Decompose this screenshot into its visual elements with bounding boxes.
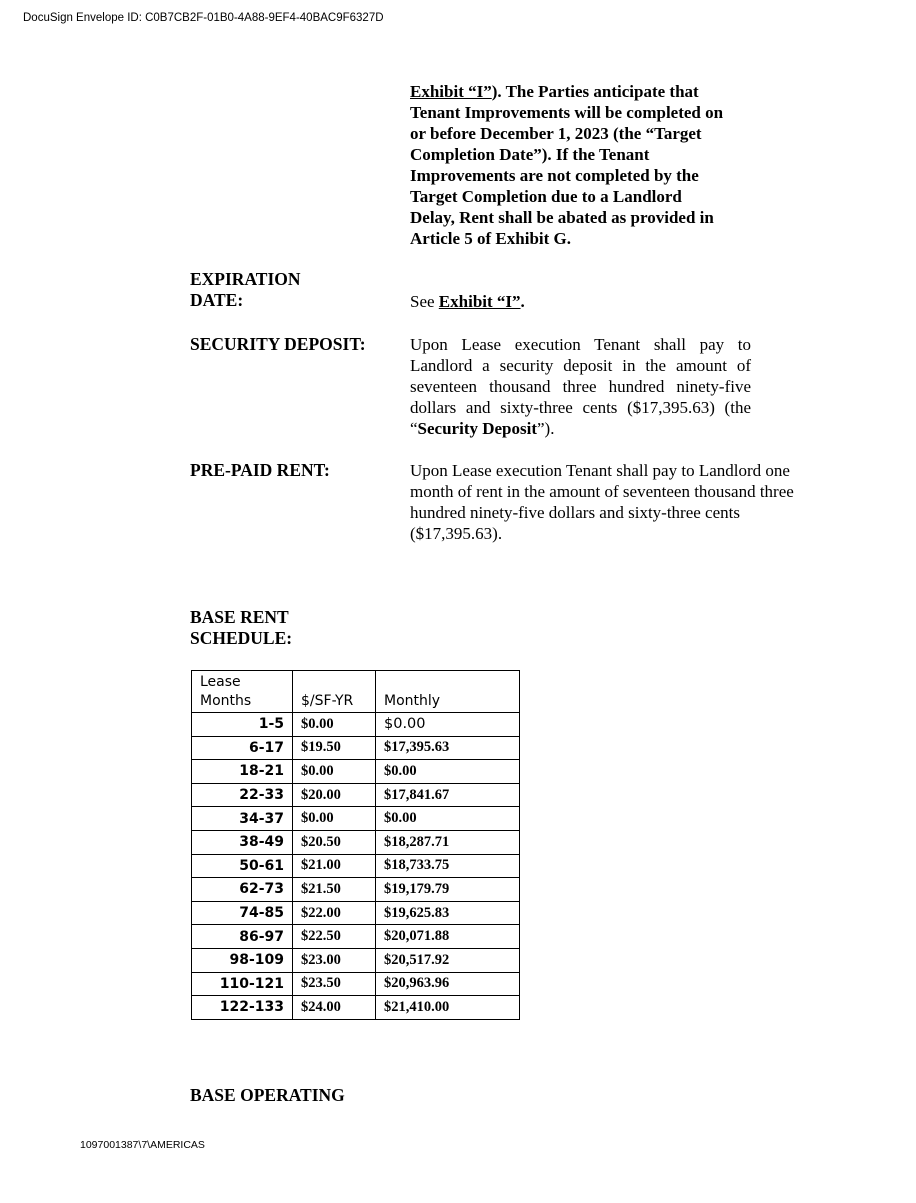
text-line: Delay, Rent shall be abated as provided in bbox=[410, 208, 714, 227]
table-header-row bbox=[192, 671, 520, 713]
rate-cell: $22.50 bbox=[293, 925, 376, 949]
label-line: DATE: bbox=[190, 290, 244, 310]
text-line: Improvements are not completed by the bbox=[410, 166, 699, 185]
text-line: Upon Lease execution Tenant shall pay to Landlord one bbox=[410, 461, 790, 480]
lease-months-cell: 74-85 bbox=[192, 901, 293, 925]
rate-cell: $0.00 bbox=[293, 760, 376, 784]
table-row bbox=[192, 807, 520, 831]
lease-months-cell: 62-73 bbox=[192, 878, 293, 902]
header-monthly: Monthly bbox=[376, 671, 520, 713]
rate-cell: $23.00 bbox=[293, 948, 376, 972]
expiration-date-value bbox=[410, 291, 525, 312]
text-line: ). The Parties anticipate that bbox=[491, 82, 699, 101]
expiration-date-label bbox=[190, 269, 301, 311]
text: . bbox=[520, 292, 525, 311]
lease-months-cell: 38-49 bbox=[192, 830, 293, 854]
exhibit-i-link: Exhibit “I” bbox=[438, 292, 521, 311]
pre-paid-rent-label: PRE-PAID RENT: bbox=[190, 460, 330, 480]
monthly-cell: $20,071.88 bbox=[376, 925, 520, 949]
lease-months-cell: 22-33 bbox=[192, 783, 293, 807]
text-line: Target Completion due to a Landlord bbox=[410, 187, 682, 206]
text: ”). bbox=[537, 419, 555, 438]
label-line: SCHEDULE: bbox=[190, 628, 293, 648]
monthly-cell: $18,287.71 bbox=[376, 830, 520, 854]
text-line: or before December 1, 2023 (the “Target bbox=[410, 124, 702, 143]
text: “ bbox=[410, 419, 418, 438]
monthly-cell: $17,395.63 bbox=[376, 736, 520, 760]
header-lease-months bbox=[192, 671, 293, 713]
rate-cell: $0.00 bbox=[293, 807, 376, 831]
table-row bbox=[192, 783, 520, 807]
base-operating-label: BASE OPERATING bbox=[190, 1085, 345, 1105]
document-footer-id: 1097001387\7\AMERICAS bbox=[80, 1139, 205, 1151]
table-row bbox=[192, 996, 520, 1020]
monthly-cell: $0.00 bbox=[376, 713, 520, 737]
base-rent-table bbox=[191, 670, 520, 1020]
rate-cell: $22.00 bbox=[293, 901, 376, 925]
lease-months-cell: 110-121 bbox=[192, 972, 293, 996]
monthly-cell: $19,179.79 bbox=[376, 878, 520, 902]
text: See bbox=[410, 292, 439, 311]
header-line: Months bbox=[200, 693, 252, 709]
rate-cell: $20.00 bbox=[293, 783, 376, 807]
rate-cell: $20.50 bbox=[293, 830, 376, 854]
tenant-improvements-text bbox=[410, 81, 723, 249]
monthly-cell: $20,517.92 bbox=[376, 948, 520, 972]
monthly-cell: $18,733.75 bbox=[376, 854, 520, 878]
lease-months-cell: 18-21 bbox=[192, 760, 293, 784]
rate-cell: $19.50 bbox=[293, 736, 376, 760]
defined-term: Security Deposit bbox=[417, 419, 538, 438]
exhibit-i-link: Exhibit “I” bbox=[410, 82, 492, 101]
table-row bbox=[192, 901, 520, 925]
label-line: BASE RENT bbox=[190, 607, 289, 627]
text-line: Upon Lease execution Tenant shall pay to bbox=[410, 335, 751, 354]
text-line: Tenant Improvements will be completed on bbox=[410, 103, 724, 122]
rate-cell: $24.00 bbox=[293, 996, 376, 1020]
table-row bbox=[192, 972, 520, 996]
text-line: dollars and sixty-three cents ($17,395.63) (the bbox=[410, 398, 751, 417]
base-rent-schedule-label bbox=[190, 607, 292, 649]
lease-months-cell: 50-61 bbox=[192, 854, 293, 878]
text-line: Completion Date”). If the Tenant bbox=[410, 145, 650, 164]
security-deposit-text bbox=[410, 334, 751, 439]
text-line: Article 5 of Exhibit G. bbox=[410, 229, 572, 248]
rate-cell: $0.00 bbox=[293, 713, 376, 737]
table-row bbox=[192, 948, 520, 972]
text-line: Landlord a security deposit in the amount of bbox=[410, 356, 751, 375]
table-row bbox=[192, 854, 520, 878]
text-line: month of rent in the amount of seventeen thousand three bbox=[410, 482, 794, 501]
docusign-envelope-id: DocuSign Envelope ID: C0B7CB2F-01B0-4A88-9EF4-40BAC9F6327D bbox=[23, 12, 384, 24]
lease-months-cell: 98-109 bbox=[192, 948, 293, 972]
lease-months-cell: 1-5 bbox=[192, 713, 293, 737]
table-row bbox=[192, 878, 520, 902]
pre-paid-rent-text bbox=[410, 460, 794, 544]
monthly-cell: $19,625.83 bbox=[376, 901, 520, 925]
monthly-cell: $21,410.00 bbox=[376, 996, 520, 1020]
monthly-cell: $0.00 bbox=[376, 760, 520, 784]
table-row bbox=[192, 925, 520, 949]
table-row bbox=[192, 830, 520, 854]
monthly-cell: $0.00 bbox=[376, 807, 520, 831]
monthly-cell: $17,841.67 bbox=[376, 783, 520, 807]
table-row bbox=[192, 736, 520, 760]
rate-cell: $21.00 bbox=[293, 854, 376, 878]
lease-months-cell: 6-17 bbox=[192, 736, 293, 760]
security-deposit-label: SECURITY DEPOSIT: bbox=[190, 334, 366, 354]
rate-cell: $21.50 bbox=[293, 878, 376, 902]
rate-cell: $23.50 bbox=[293, 972, 376, 996]
label-line: EXPIRATION bbox=[190, 269, 301, 289]
text-line: ($17,395.63). bbox=[410, 524, 503, 543]
text-line: hundred ninety-five dollars and sixty-three cents bbox=[410, 503, 740, 522]
monthly-cell: $20,963.96 bbox=[376, 972, 520, 996]
lease-months-cell: 122-133 bbox=[192, 996, 293, 1020]
header-line: Lease bbox=[200, 674, 241, 690]
table-row bbox=[192, 713, 520, 737]
lease-months-cell: 34-37 bbox=[192, 807, 293, 831]
table-row bbox=[192, 760, 520, 784]
header-rate: $/SF-YR bbox=[293, 671, 376, 713]
text-line: seventeen thousand three hundred ninety-five bbox=[410, 377, 751, 396]
lease-months-cell: 86-97 bbox=[192, 925, 293, 949]
